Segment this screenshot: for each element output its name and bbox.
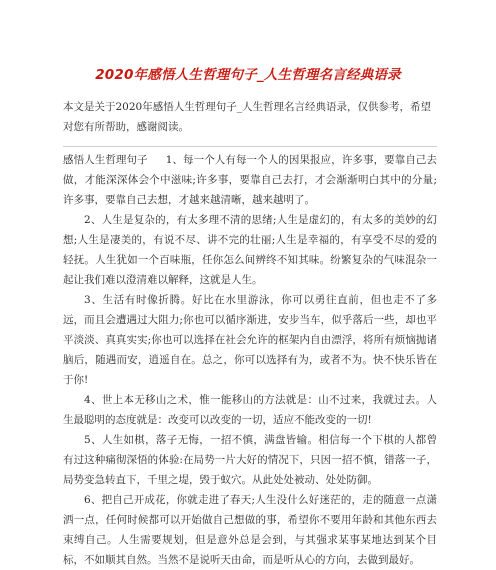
paragraph-3: 3、生活有时像折腾。好比在水里游泳，你可以勇往直前，但也走不了多远，而且会遭遇过大阻力;你也可以循序渐进，安步当车，似乎落后一些，却也平平淡淡、真真实实;你也可以选择在社会允许的框架内自由漂浮，将所有烦恼抛诸脑后，随遇而安，逍遥自在。总之，你可以选择有为，或者不为。快不快乐皆在于你! [63,294,437,386]
paragraph-1 [63,150,437,210]
paragraph-4: 4、世上本无移山之术，惟一能移山的方法就是：山不过来，我就过去。人生最聪明的态度就是：改变可以改变的一切，适应不能改变的一切! [63,394,437,426]
paragraph-2: 2、人生是复杂的，有太多理不清的思绪;人生是虚幻的，有太多的美妙的幻想;人生是凄美的，有说不尽、讲不完的壮丽;人生是幸福的，有享受不尽的爱的轻抚。人生犹如一个百味瓶，任你怎么间辨终不知其味。纷繁复杂的气味混杂一起让我们难以澄清难以解释，这就是人生。 [63,214,437,286]
paragraph-6: 6、把自己开成花，你就走进了春天;人生没什么好迷茫的，走的随意一点潇洒一点，任何时候都可以开始做自己想做的事，希望你不要用年龄和其他东西去束缚自己。人生需要规划，但是意外总是会到，与其强求某事某地达到某个目标，不如顺其自然。当然不是说听天由命，而是听从心的方向，去做到最好。 [63,494,437,566]
article-body [63,150,437,570]
intro-paragraph: 本文是关于2020年感悟人生哲理句子_人生哲理名言经典语录，仅供参考，希望对您有所帮助，感谢阅读。 [63,101,431,133]
section-heading: 感悟人生哲理句子 [63,154,148,166]
paragraph-1-text: 1、每一个人有每一个人的因果报应，许多事，要靠自己去做，才能深深体会个中滋味;许多事，要靠自己去打，才会渐渐明白其中的分量;许多事，要靠自己去想，才越来越清晰，越来越明了。 [63,154,437,206]
divider-line [63,146,437,147]
document-title: 2020年感悟人生哲理句子_人生哲理名言经典语录 [95,67,401,83]
paragraph-5: 5、人生如棋，落子无悔，一招不慎，满盘皆输。相信每一个下棋的人都曾有过这种痛彻深悟的体验:在局势一片大好的情况下，只因一招不慎，错落一子，局势变急转直下，千里之堤，毁于蚁穴。从此处处被动、处处防御。 [63,434,437,486]
